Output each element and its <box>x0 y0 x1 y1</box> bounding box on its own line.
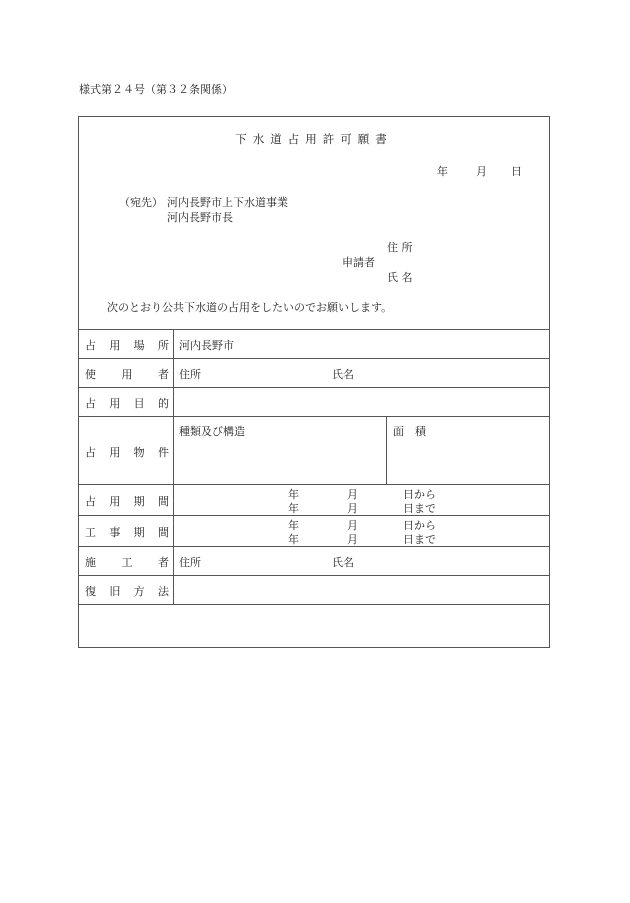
application-form <box>78 116 550 648</box>
request-text: 次のとおり公共下水道の占用をしたいのでお願いします。 <box>107 301 393 314</box>
date-month: 月 <box>476 165 487 178</box>
user-label: 使用者 <box>85 368 169 381</box>
form-number: 様式第２４号（第３２条関係） <box>79 83 233 96</box>
location-label: 占用場所 <box>85 339 169 352</box>
period-from-year: 年 <box>288 488 299 501</box>
construction-until-year: 年 <box>288 533 299 546</box>
construction-from-year: 年 <box>288 519 299 532</box>
restoration-label: 復旧方法 <box>85 585 169 598</box>
purpose-label: 占用目的 <box>85 397 169 410</box>
construction-until-month: 月 <box>347 533 358 546</box>
period-until-year: 年 <box>288 502 299 515</box>
period-until-month: 月 <box>347 502 358 515</box>
form-title: 下水道占用許可願書 <box>235 132 393 146</box>
construction-label: 工事期間 <box>85 526 169 539</box>
object-type-label: 種類及び構造 <box>179 425 245 438</box>
period-until-day: 日まで <box>403 502 436 515</box>
contractor-address-label: 住所 <box>179 556 201 569</box>
object-area-label: 面 積 <box>393 425 426 438</box>
object-label: 占用物件 <box>85 446 169 459</box>
construction-from-month: 月 <box>347 519 358 532</box>
user-address-label: 住所 <box>179 368 201 381</box>
construction-from-day: 日から <box>403 519 436 532</box>
period-from-month: 月 <box>347 488 358 501</box>
applicant-label: 申請者 <box>342 256 375 269</box>
location-value: 河内長野市 <box>179 339 234 352</box>
user-name-label: 氏名 <box>332 368 354 381</box>
contractor-label: 施工者 <box>85 556 169 569</box>
addressee-prefix: （宛先） <box>119 196 163 209</box>
date-day: 日 <box>511 165 522 178</box>
addressee-line2: 河内長野市長 <box>167 211 233 224</box>
contractor-name-label: 氏名 <box>332 556 354 569</box>
period-label: 占用期間 <box>85 495 169 508</box>
period-from-day: 日から <box>403 488 436 501</box>
construction-until-day: 日まで <box>403 533 436 546</box>
applicant-name-label: 氏 名 <box>387 271 413 284</box>
notes-area <box>79 605 549 647</box>
addressee-line1: 河内長野市上下水道事業 <box>167 196 288 209</box>
date-year: 年 <box>437 165 448 178</box>
applicant-address-label: 住 所 <box>387 241 413 254</box>
